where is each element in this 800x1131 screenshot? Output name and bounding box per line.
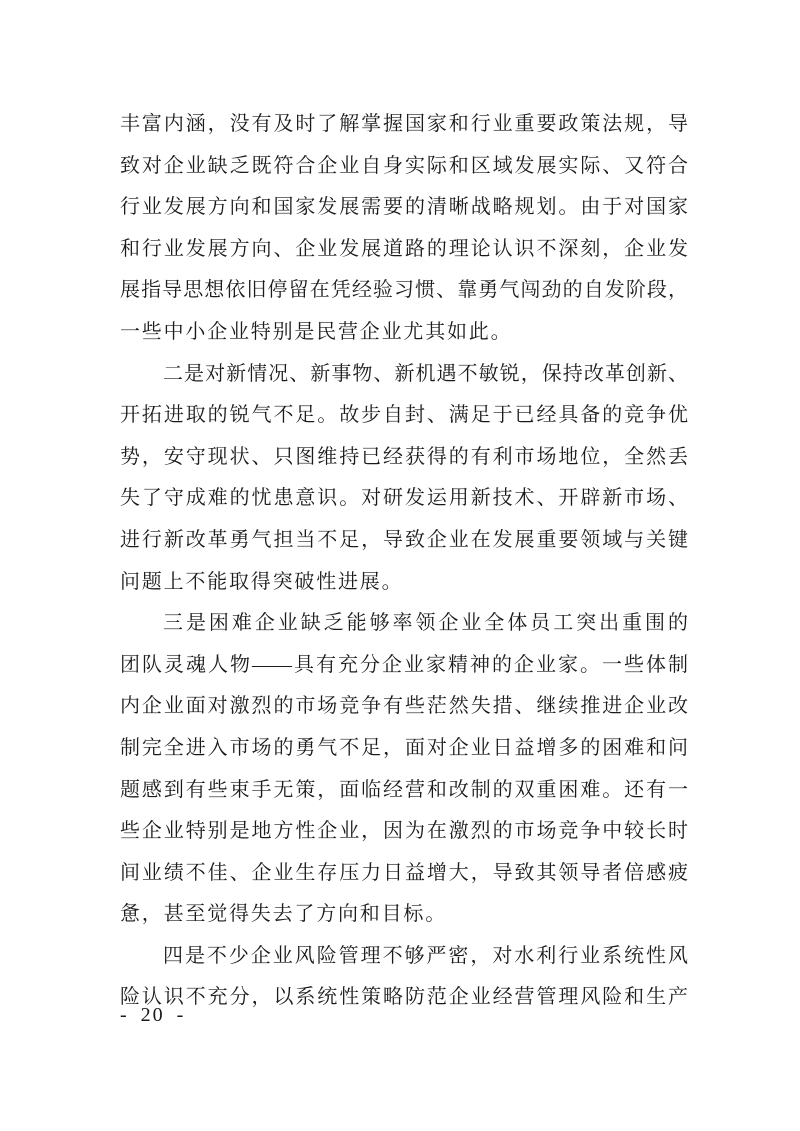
text-line: 开拓进取的锐气不足。故步自封、满足于已经具备的竞争优	[120, 404, 688, 427]
text-line: 问题上不能取得突破性进展。	[120, 570, 404, 593]
text-line: 些企业特别是地方性企业，因为在激烈的市场竞争中较长时	[120, 820, 688, 843]
text-line: 四是不少企业风险管理不够严密，对水利行业系统性风	[163, 944, 688, 967]
text-line: 一些中小企业特别是民营企业尤其如此。	[120, 320, 513, 343]
paragraph-1	[120, 104, 688, 354]
text-line: 丰富内涵，没有及时了解掌握国家和行业重要政策法规，导	[120, 113, 688, 135]
paragraph-4	[120, 936, 688, 1019]
text-line: 险认识不充分，以系统性策略防范企业经营管理风险和生产	[120, 986, 688, 1009]
text-line: 势，安守现状、只图维持已经获得的有利市场地位，全然丢	[120, 445, 688, 468]
text-line: 失了守成难的忧患意识。对研发运用新技术、开辟新市场、	[120, 487, 688, 510]
text-line: 行业发展方向和国家发展需要的清晰战略规划。由于对国家	[120, 196, 688, 219]
paragraph-3	[120, 603, 688, 936]
text-line: 和行业发展方向、企业发展道路的理论认识不深刻，企业发	[120, 237, 688, 260]
paragraph-2	[120, 354, 688, 604]
text-line: 制完全进入市场的勇气不足，面对企业日益增多的困难和问	[120, 736, 688, 759]
text-line: 题感到有些束手无策，面临经营和改制的双重困难。还有一	[120, 778, 688, 801]
text-line: 内企业面对激烈的市场竞争有些茫然失措、继续推进企业改	[120, 695, 688, 718]
text-block	[120, 104, 688, 1019]
text-line: 三是困难企业缺乏能够率领企业全体员工突出重围的	[163, 612, 688, 635]
text-line: 惫，甚至觉得失去了方向和目标。	[120, 903, 447, 926]
text-line: 展指导思想依旧停留在凭经验习惯、靠勇气闯劲的自发阶段，	[120, 279, 688, 302]
text-line: 致对企业缺乏既符合企业自身实际和区域发展实际、又符合	[120, 154, 688, 177]
text-line: 间业绩不佳、企业生存压力日益增大，导致其领导者倍感疲	[120, 861, 688, 884]
text-line: 团队灵魂人物——具有充分企业家精神的企业家。一些体制	[120, 653, 688, 676]
text-line: 二是对新情况、新事物、新机遇不敏锐，保持改革创新、	[163, 362, 688, 385]
page-number: - 20 -	[120, 1004, 186, 1026]
text-line: 进行新改革勇气担当不足，导致企业在发展重要领域与关键	[120, 528, 688, 551]
